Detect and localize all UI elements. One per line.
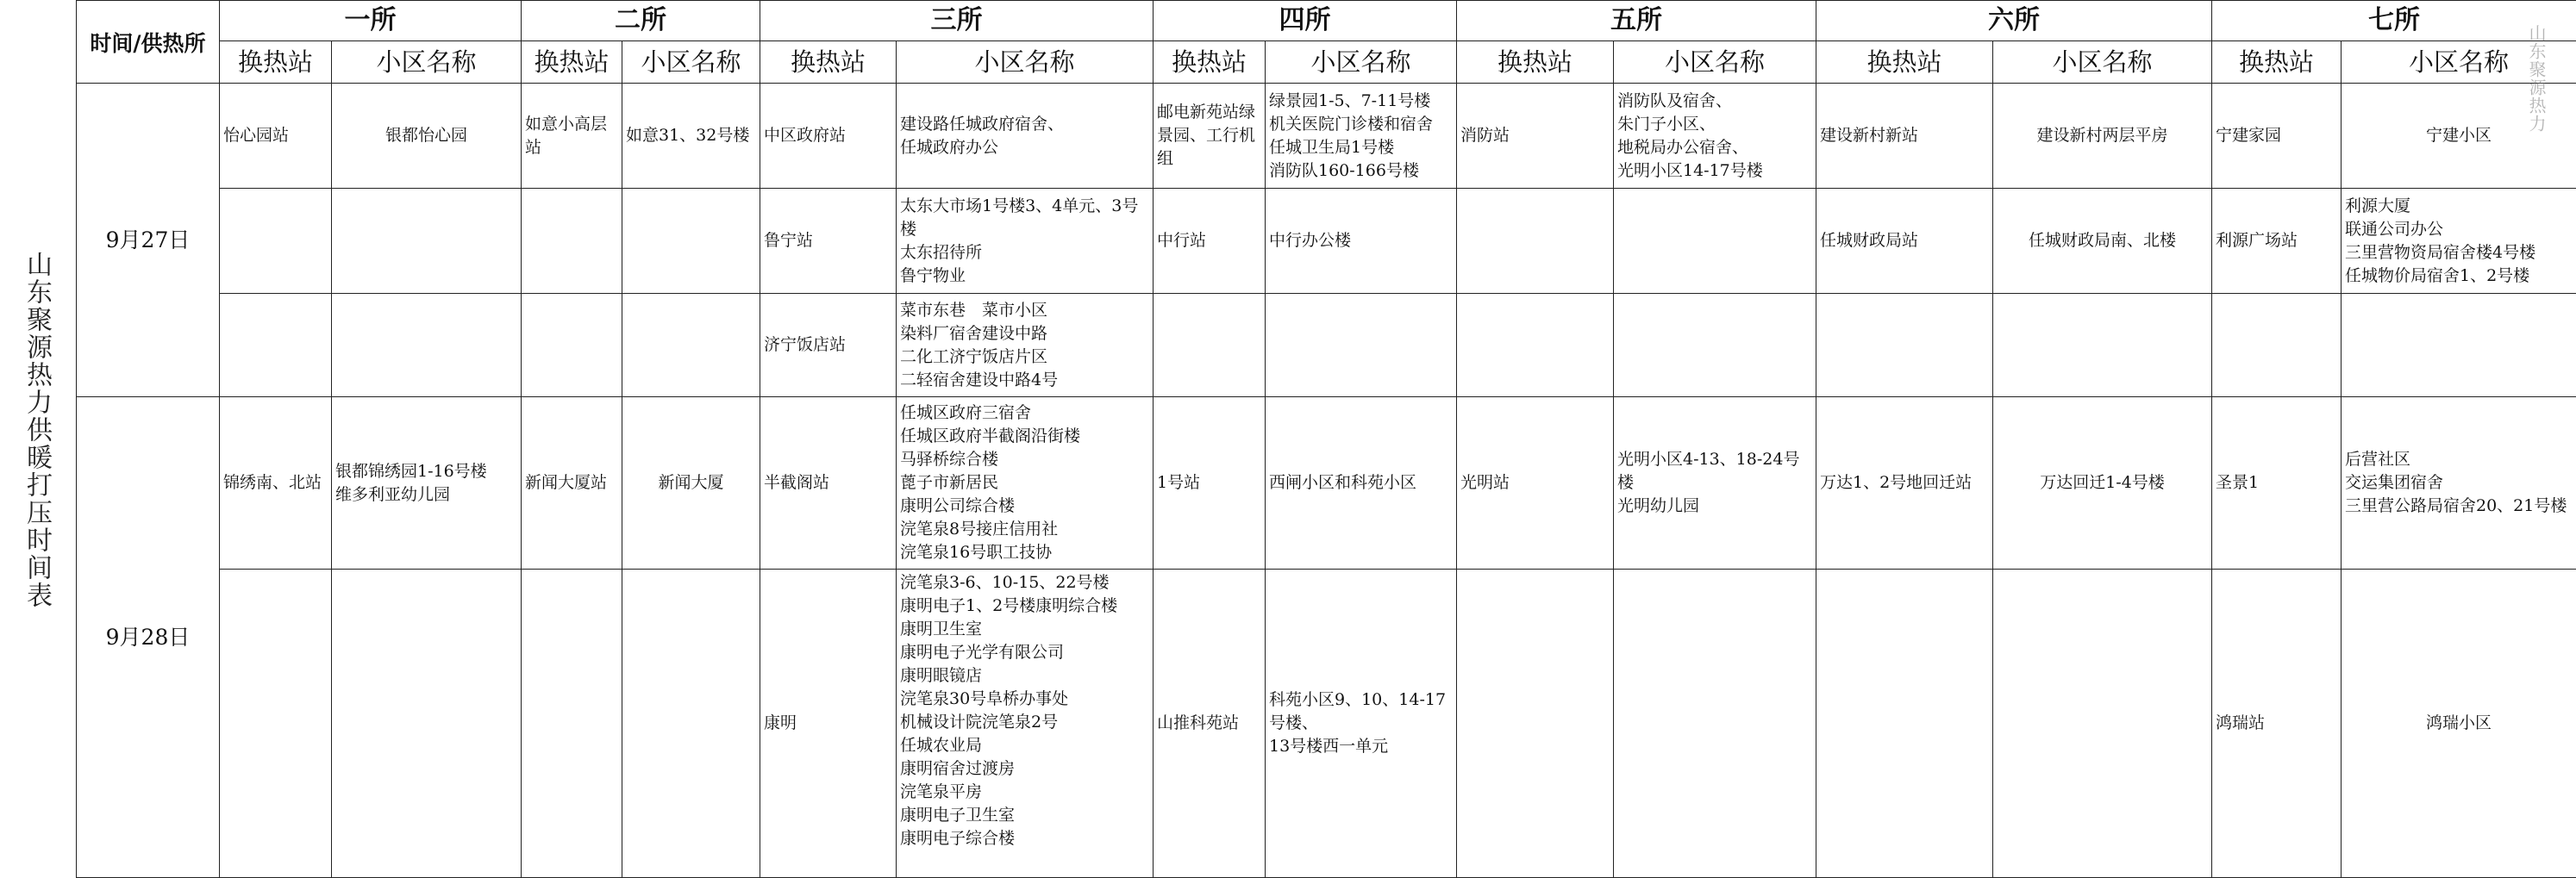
sub-station-1: 换热站 <box>220 41 332 84</box>
cell-r2-s3-area: 太东大市场1号楼3、4单元、3号楼 太东招待所 鲁宁物业 <box>897 189 1154 294</box>
cell-r3-s4-station <box>1154 294 1266 397</box>
cell-r3-s2-area <box>622 294 760 397</box>
cell-r4-s7-area: 后营社区 交运集团宿舍 三里营公路局宿舍20、21号楼 <box>2342 397 2576 570</box>
cell-r2-s7-area: 利源大厦 联通公司办公 三里营物资局宿舍楼4号楼 任城物价局宿舍1、2号楼 <box>2342 189 2576 294</box>
cell-r3-s4-area <box>1266 294 1457 397</box>
table-row <box>77 570 2576 878</box>
cell-r1-s1-area: 银都怡心园 <box>332 84 522 189</box>
cell-r2-s2-area <box>622 189 760 294</box>
header-station-6: 六所 <box>1816 1 2212 41</box>
cell-r5-s6-area <box>1993 570 2212 878</box>
cell-r3-s5-area <box>1614 294 1816 397</box>
cell-r5-s2-area <box>622 570 760 878</box>
cell-r3-s2-station <box>522 294 622 397</box>
cell-r4-s2-station: 新闻大厦站 <box>522 397 622 570</box>
cell-r4-s7-station: 圣景1 <box>2212 397 2342 570</box>
table-row <box>77 397 2576 570</box>
schedule-table <box>76 0 2576 878</box>
cell-r1-s6-station: 建设新村新站 <box>1816 84 1993 189</box>
cell-r1-s3-station: 中区政府站 <box>760 84 897 189</box>
cell-r2-s5-area <box>1614 189 1816 294</box>
cell-r4-s4-area: 西闸小区和科苑小区 <box>1266 397 1457 570</box>
header-station-2: 二所 <box>522 1 760 41</box>
cell-r2-s3-station: 鲁宁站 <box>760 189 897 294</box>
table-row <box>77 84 2576 189</box>
cell-r5-s6-station <box>1816 570 1993 878</box>
cell-r3-s5-station <box>1457 294 1614 397</box>
header-row-sub <box>77 41 2576 84</box>
cell-r5-s3-area: 浣笔泉3-6、10-15、22号楼 康明电子1、2号楼康明综合楼 康明卫生室 康明电子光学有限公司 康明眼镜店 浣笔泉30号阜桥办事处 机械设计院浣笔泉2号 任城农业局 康明宿舍过渡房 浣笔泉平房 康明电子卫生室 康明电子综合楼 <box>897 570 1154 878</box>
cell-r3-s7-station <box>2212 294 2342 397</box>
watermark-text: 山东聚源热力 <box>2524 24 2549 133</box>
sub-station-5: 换热站 <box>1457 41 1614 84</box>
sub-area-7: 小区名称 <box>2342 41 2576 84</box>
cell-r4-s5-area: 光明小区4-13、18-24号楼 光明幼儿园 <box>1614 397 1816 570</box>
header-station-1: 一所 <box>220 1 522 41</box>
cell-r5-s2-station <box>522 570 622 878</box>
cell-r5-s7-station: 鸿瑞站 <box>2212 570 2342 878</box>
side-title-text: 山东聚源热力供暖打压时间表 <box>17 251 55 609</box>
cell-r1-s3-area: 建设路任城政府宿舍、 任城政府办公 <box>897 84 1154 189</box>
date-cell-sep28: 9月28日 <box>77 397 220 878</box>
cell-r1-s7-area: 宁建小区 <box>2342 84 2576 189</box>
cell-r3-s7-area <box>2342 294 2576 397</box>
table-row <box>77 294 2576 397</box>
cell-r4-s2-area: 新闻大厦 <box>622 397 760 570</box>
cell-r5-s4-area: 科苑小区9、10、14-17号楼、 13号楼西一单元 <box>1266 570 1457 878</box>
header-corner: 时间/供热所 <box>77 1 220 84</box>
header-station-4: 四所 <box>1154 1 1457 41</box>
cell-r1-s5-station: 消防站 <box>1457 84 1614 189</box>
cell-r5-s7-area: 鸿瑞小区 <box>2342 570 2576 878</box>
cell-r5-s5-station <box>1457 570 1614 878</box>
cell-r4-s1-area: 银都锦绣园1-16号楼 维多利亚幼儿园 <box>332 397 522 570</box>
cell-r1-s2-area: 如意31、32号楼 <box>622 84 760 189</box>
sub-area-1: 小区名称 <box>332 41 522 84</box>
cell-r5-s1-area <box>332 570 522 878</box>
header-row-stations <box>77 1 2576 41</box>
cell-r4-s5-station: 光明站 <box>1457 397 1614 570</box>
cell-r4-s3-area: 任城区政府三宿舍 任城区政府半截阁沿街楼 马驿桥综合楼 蓖子市新居民 康明公司综合楼 浣笔泉8号接庄信用社 浣笔泉16号职工技协 <box>897 397 1154 570</box>
date-cell-sep27: 9月27日 <box>77 84 220 397</box>
cell-r1-s4-station: 邮电新苑站绿景园、工行机组 <box>1154 84 1266 189</box>
cell-r1-s2-station: 如意小高层站 <box>522 84 622 189</box>
cell-r4-s6-area: 万达回迁1-4号楼 <box>1993 397 2212 570</box>
sub-station-4: 换热站 <box>1154 41 1266 84</box>
cell-r3-s1-station <box>220 294 332 397</box>
sub-station-2: 换热站 <box>522 41 622 84</box>
cell-r5-s4-station: 山推科苑站 <box>1154 570 1266 878</box>
sub-station-6: 换热站 <box>1816 41 1993 84</box>
header-station-5: 五所 <box>1457 1 1816 41</box>
cell-r2-s6-station: 任城财政局站 <box>1816 189 1993 294</box>
sub-station-7: 换热站 <box>2212 41 2342 84</box>
sub-station-3: 换热站 <box>760 41 897 84</box>
cell-r5-s1-station <box>220 570 332 878</box>
sub-area-2: 小区名称 <box>622 41 760 84</box>
sub-area-6: 小区名称 <box>1993 41 2212 84</box>
cell-r4-s3-station: 半截阁站 <box>760 397 897 570</box>
cell-r2-s5-station <box>1457 189 1614 294</box>
cell-r3-s6-area <box>1993 294 2212 397</box>
sub-area-4: 小区名称 <box>1266 41 1457 84</box>
header-station-7: 七所 <box>2212 1 2576 41</box>
cell-r2-s6-area: 任城财政局南、北楼 <box>1993 189 2212 294</box>
cell-r2-s2-station <box>522 189 622 294</box>
cell-r3-s1-area <box>332 294 522 397</box>
cell-r2-s4-area: 中行办公楼 <box>1266 189 1457 294</box>
sub-area-3: 小区名称 <box>897 41 1154 84</box>
cell-r2-s4-station: 中行站 <box>1154 189 1266 294</box>
sub-area-5: 小区名称 <box>1614 41 1816 84</box>
cell-r1-s7-station: 宁建家园 <box>2212 84 2342 189</box>
cell-r1-s6-area: 建设新村两层平房 <box>1993 84 2212 189</box>
cell-r3-s3-area: 菜市东巷 菜市小区 染料厂宿舍建设中路 二化工济宁饭店片区 二轻宿舍建设中路4号 <box>897 294 1154 397</box>
cell-r5-s3-station: 康明 <box>760 570 897 878</box>
cell-r2-s7-station: 利源广场站 <box>2212 189 2342 294</box>
cell-r4-s6-station: 万达1、2号地回迁站 <box>1816 397 1993 570</box>
side-title <box>0 0 72 859</box>
cell-r2-s1-station <box>220 189 332 294</box>
table-row <box>77 189 2576 294</box>
cell-r5-s5-area <box>1614 570 1816 878</box>
cell-r4-s4-station: 1号站 <box>1154 397 1266 570</box>
header-station-3: 三所 <box>760 1 1154 41</box>
cell-r1-s4-area: 绿景园1-5、7-11号楼 机关医院门诊楼和宿舍 任城卫生局1号楼 消防队160-166号楼 <box>1266 84 1457 189</box>
cell-r1-s1-station: 怡心园站 <box>220 84 332 189</box>
cell-r2-s1-area <box>332 189 522 294</box>
cell-r1-s5-area: 消防队及宿舍、 朱门子小区、 地税局办公宿舍、 光明小区14-17号楼 <box>1614 84 1816 189</box>
cell-r3-s6-station <box>1816 294 1993 397</box>
cell-r4-s1-station: 锦绣南、北站 <box>220 397 332 570</box>
cell-r3-s3-station: 济宁饭店站 <box>760 294 897 397</box>
